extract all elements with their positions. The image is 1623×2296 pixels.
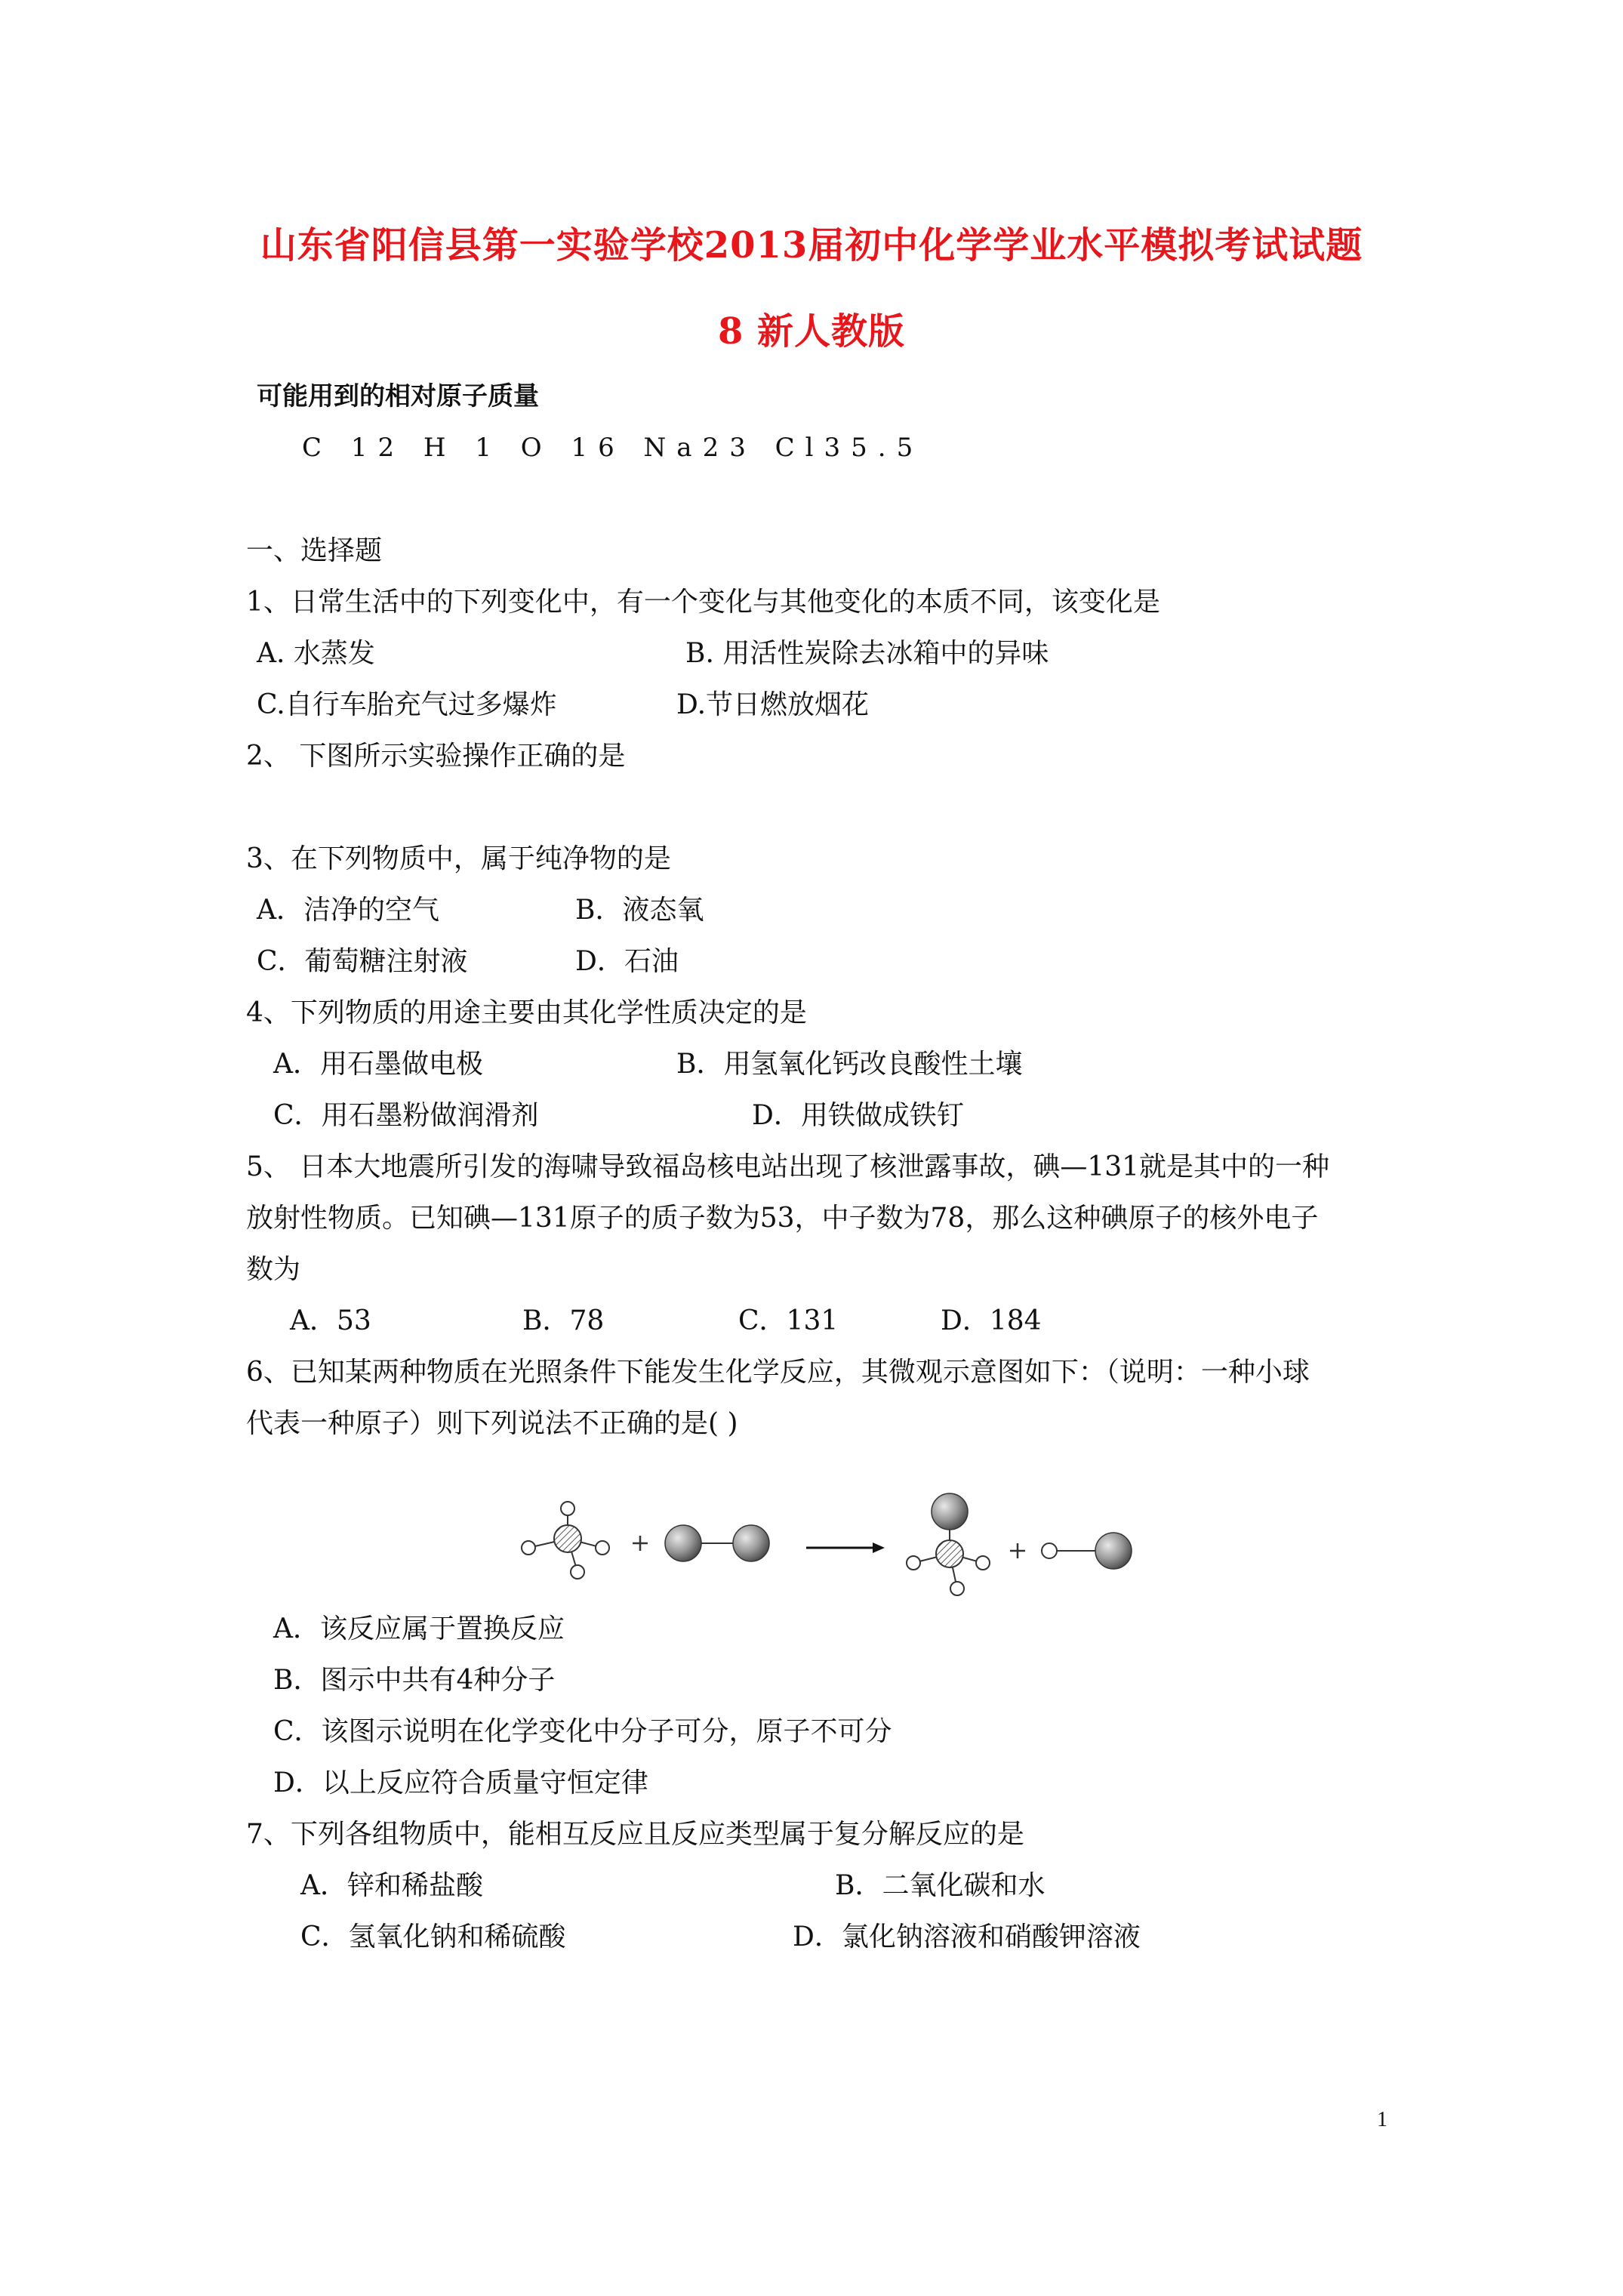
document-title-line1: 山东省阳信县第一实验学校2013届初中化学学业水平模拟考试试题 (260, 224, 1363, 267)
q5-stem-line1: 5、 日本大地震所引发的海啸导致福岛核电站出现了核泄露事故，碘—131就是其中的一种 (246, 1151, 1330, 1182)
q3-option-b: B．液态氧 (575, 895, 704, 926)
q6-option-a: A．该反应属于置换反应 (273, 1613, 565, 1644)
q1-option-a: A. 水蒸发 (257, 638, 375, 669)
plus-sign (633, 1536, 648, 1551)
q6-stem-line2: 代表一种原子）则下列说法不正确的是( ) (246, 1408, 738, 1439)
reaction-diagram (513, 1478, 1147, 1614)
q6-option-c: C．该图示说明在化学变化中分子可分，原子不可分 (273, 1716, 892, 1747)
q7-stem: 7、下列各组物质中，能相互反应且反应类型属于复分解反应的是 (246, 1819, 1024, 1850)
q4-option-b: B．用氢氧化钙改良酸性土壤 (676, 1049, 1023, 1080)
plus-sign (1010, 1543, 1025, 1558)
q4-option-d: D．用铁做成铁钉 (752, 1100, 964, 1131)
q5-option-d: D．184 (941, 1305, 1042, 1336)
q3-stem: 3、在下列物质中，属于纯净物的是 (246, 843, 671, 874)
document-title-line2: 8 新人教版 (717, 310, 906, 353)
reactant-molecule-1 (522, 1502, 609, 1579)
q6-option-d: D．以上反应符合质量守恒定律 (273, 1767, 648, 1798)
q5-option-a: A．53 (290, 1305, 371, 1336)
reactant-molecule-2 (665, 1525, 769, 1561)
q7-option-d: D．氯化钠溶液和硝酸钾溶液 (793, 1922, 1141, 1952)
q3-option-a: A．洁净的空气 (257, 895, 439, 926)
q3-option-c: C．葡萄糖注射液 (257, 946, 468, 977)
q5-stem-line3: 数为 (246, 1254, 301, 1285)
atomic-mass-values: C 12 H 1 O 16 Na23 Cl35.5 (302, 433, 924, 463)
page-number: 1 (1377, 2108, 1387, 2131)
q5-stem-line2: 放射性物质。已知碘—131原子的质子数为53，中子数为78，那么这种碘原子的核外电子 (246, 1203, 1319, 1234)
q1-stem: 1、日常生活中的下列变化中，有一个变化与其他变化的本质不同，该变化是 (246, 587, 1160, 618)
q2-stem: 2、 下图所示实验操作正确的是 (246, 741, 626, 772)
q5-option-c: C．131 (738, 1305, 839, 1336)
q1-option-c: C.自行车胎充气过多爆炸 (257, 689, 557, 720)
reaction-arrow (806, 1542, 885, 1553)
section-heading: 一、选择题 (246, 535, 383, 566)
product-molecule-2 (1042, 1533, 1132, 1569)
product-molecule-1 (907, 1493, 990, 1595)
q6-option-b: B．图示中共有4种分子 (273, 1665, 556, 1696)
q7-option-c: C．氢氧化钠和稀硫酸 (300, 1922, 566, 1952)
q1-option-b: B. 用活性炭除去冰箱中的异味 (685, 638, 1049, 669)
q7-option-a: A．锌和稀盐酸 (300, 1870, 483, 1901)
q4-option-c: C．用石墨粉做润滑剂 (273, 1100, 539, 1131)
q7-option-b: B．二氧化碳和水 (835, 1870, 1046, 1901)
q6-stem-line1: 6、已知某两种物质在光照条件下能发生化学反应，其微观示意图如下：（说明：一种小球 (246, 1357, 1310, 1388)
q1-option-d: D.节日燃放烟花 (676, 689, 870, 720)
q5-option-b: B．78 (522, 1305, 605, 1336)
q4-stem: 4、下列物质的用途主要由其化学性质决定的是 (246, 997, 807, 1028)
q3-option-d: D．石油 (575, 946, 679, 977)
atomic-mass-label: 可能用到的相对原子质量 (257, 381, 539, 411)
q4-option-a: A．用石墨做电极 (273, 1049, 483, 1080)
